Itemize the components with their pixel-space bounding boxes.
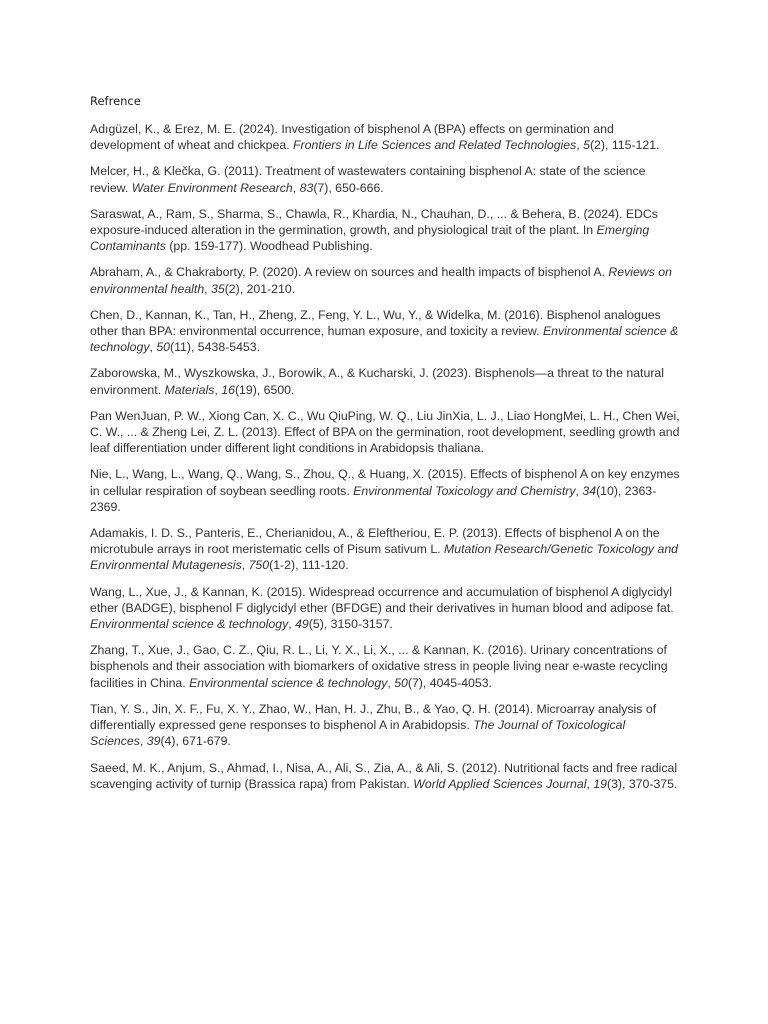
separator: ,	[241, 558, 249, 573]
reference-entry	[90, 365, 680, 397]
reference-text: Saeed, M. K., Anjum, S., Ahmad, I., Nisa, A., Ali, S., Zia, A., & Ali, S. (2012). Nutritional facts and free radical scavenging activity of turnip (Brassica rapa) from Pakistan.	[90, 760, 678, 791]
reference-text: Adamakis, I. D. S., Panteris, E., Cherianidou, A., & Eleftheriou, E. P. (2013). Effects of bisphenol A on the microtubule arrays in root meristematic cells of Pisum sativum L.	[90, 526, 660, 557]
issue-pages: (4), 671-679.	[160, 734, 231, 749]
volume-number: 750	[248, 558, 270, 573]
issue-pages: (19), 6500.	[234, 382, 295, 397]
volume-number: 49	[295, 617, 309, 632]
separator: ,	[387, 675, 395, 690]
separator: ,	[204, 281, 212, 296]
reference-entry	[90, 701, 680, 750]
volume-number: 19	[593, 776, 607, 791]
journal-title: Water Environment Research	[131, 180, 293, 195]
reference-entry	[90, 584, 680, 633]
page-heading: Refrence	[90, 94, 141, 108]
journal-title: Environmental Toxicology and Chemistry	[353, 483, 576, 498]
issue-pages: (3), 370-375.	[606, 776, 678, 791]
reference-text: Nie, L., Wang, L., Wang, Q., Wang, S., Zhou, Q., & Huang, X. (2015). Effects of bisphenol A on key enzymes in cellular respiration of soybean seedling roots.	[90, 467, 680, 498]
reference-text: Melcer, H., & Klečka, G. (2011). Treatment of wastewaters containing bisphenol A: state of the science review.	[90, 164, 646, 195]
volume-number: 50	[156, 340, 171, 355]
journal-title: Mutation Research/Genetic Toxicology and Environmental Mutagenesis	[90, 542, 679, 573]
issue-pages: (7), 4045-4053.	[407, 675, 492, 690]
journal-title: Materials	[164, 382, 215, 397]
reference-page	[90, 93, 680, 802]
reference-entry	[90, 264, 680, 296]
reference-entry	[90, 525, 680, 574]
separator: ,	[139, 734, 147, 749]
reference-list	[90, 121, 680, 792]
journal-title: The Journal of Toxicological Sciences	[90, 718, 626, 749]
reference-entry	[90, 163, 680, 195]
journal-title: Environmental science & technology	[189, 675, 388, 690]
volume-number: 35	[211, 281, 225, 296]
reference-text: Wang, L., Xue, J., & Kannan, K. (2015). Widespread occurrence and accumulation of bisphenol A diglycidyl ether (BADGE), bisphenol F diglycidyl ether (BFDGE) and their derivatives in human blood and adipose fat.	[90, 584, 674, 615]
reference-text: Tian, Y. S., Jin, X. F., Fu, X. Y., Zhao, W., Han, H. J., Zhu, B., & Yao, Q. H. (2014). Microarray analysis of differentially expressed gene responses to bisphenol A in Arabidopsis.	[90, 701, 657, 733]
reference-entry	[90, 307, 680, 356]
issue-pages: (1-2), 111-120.	[269, 558, 349, 573]
issue-pages: (7), 650-666.	[313, 180, 384, 195]
journal-title: World Applied Sciences Journal	[413, 776, 587, 791]
reference-text: Saraswat, A., Ram, S., Sharma, S., Chawla, R., Khardia, N., Chauhan, D., ... & Behera, B. (2024). EDCs exposure-induced alteration in the germination, growth, and physiological trait of the plant. In	[90, 206, 658, 238]
reference-entry	[90, 760, 680, 792]
separator: ,	[576, 138, 584, 153]
reference-text: Adıgüzel, K., & Erez, M. E. (2024). Investigation of bisphenol A (BPA) effects on germination and development of wheat and chickpea.	[90, 122, 614, 153]
volume-number: 83	[299, 180, 314, 195]
journal-title: Frontiers in Life Sciences and Related Technologies	[293, 138, 577, 153]
separator: ,	[575, 483, 583, 498]
issue-pages: (10), 2363-2369.	[90, 483, 657, 514]
separator: ,	[288, 617, 296, 632]
reference-entry	[90, 642, 680, 691]
volume-number: 39	[146, 734, 161, 749]
reference-entry	[90, 466, 680, 515]
volume-number: 34	[582, 483, 597, 498]
separator: ,	[586, 776, 594, 791]
reference-text: Pan WenJuan, P. W., Xiong Can, X. C., Wu QiuPing, W. Q., Liu JinXia, L. J., Liao HongMei, L. H., Chen Wei, C. W., ... & Zheng Lei, Z. L. (2013). Effect of BPA on the germination, root development, seedling growth and leaf differentiation under different light conditions in Arabidopsis thaliana.	[90, 408, 680, 456]
volume-number: 16	[221, 382, 235, 397]
reference-entry	[90, 408, 680, 457]
journal-title: Reviews on environmental health	[90, 265, 672, 296]
reference-text: Chen, D., Kannan, K., Tan, H., Zheng, Z., Feng, Y. L., Wu, Y., & Widelka, M. (2016). Bisphenol analogues other than BPA: environmental occurrence, human exposure, and toxicity a review.	[90, 307, 661, 339]
reference-text: Abraham, A., & Chakraborty, P. (2020). A review on sources and health impacts of bisphenol A.	[90, 265, 609, 280]
separator: ,	[292, 180, 300, 195]
volume-number: 50	[394, 675, 408, 690]
issue-pages: (11), 5438-5453.	[170, 340, 261, 355]
volume-number: 5	[583, 138, 590, 153]
reference-text: Zhang, T., Xue, J., Gao, C. Z., Qiu, R. L., Li, Y. X., Li, X., ... & Kannan, K. (2016). Urinary concentrations of bisphenols and their association with biomarkers of oxidative stress in people living near e-waste recycling facilities in China.	[90, 643, 668, 690]
separator: ,	[149, 340, 157, 355]
separator: ,	[214, 382, 222, 397]
issue-pages: (2), 201-210.	[224, 281, 296, 296]
issue-pages: (pp. 159-177). Woodhead Publishing.	[165, 239, 373, 254]
journal-title: Emerging Contaminants	[90, 223, 650, 254]
reference-entry	[90, 121, 680, 153]
issue-pages: (5), 3150-3157.	[308, 617, 393, 632]
reference-text: Zaborowska, M., Wyszkowska, J., Borowik, A., & Kucharski, J. (2023). Bisphenols—a threat to the natural environment.	[90, 366, 664, 397]
journal-title: Environmental science & technology	[90, 324, 679, 355]
issue-pages: (2), 115-121.	[589, 138, 660, 153]
journal-title: Environmental science & technology	[90, 617, 289, 632]
reference-entry	[90, 206, 680, 255]
